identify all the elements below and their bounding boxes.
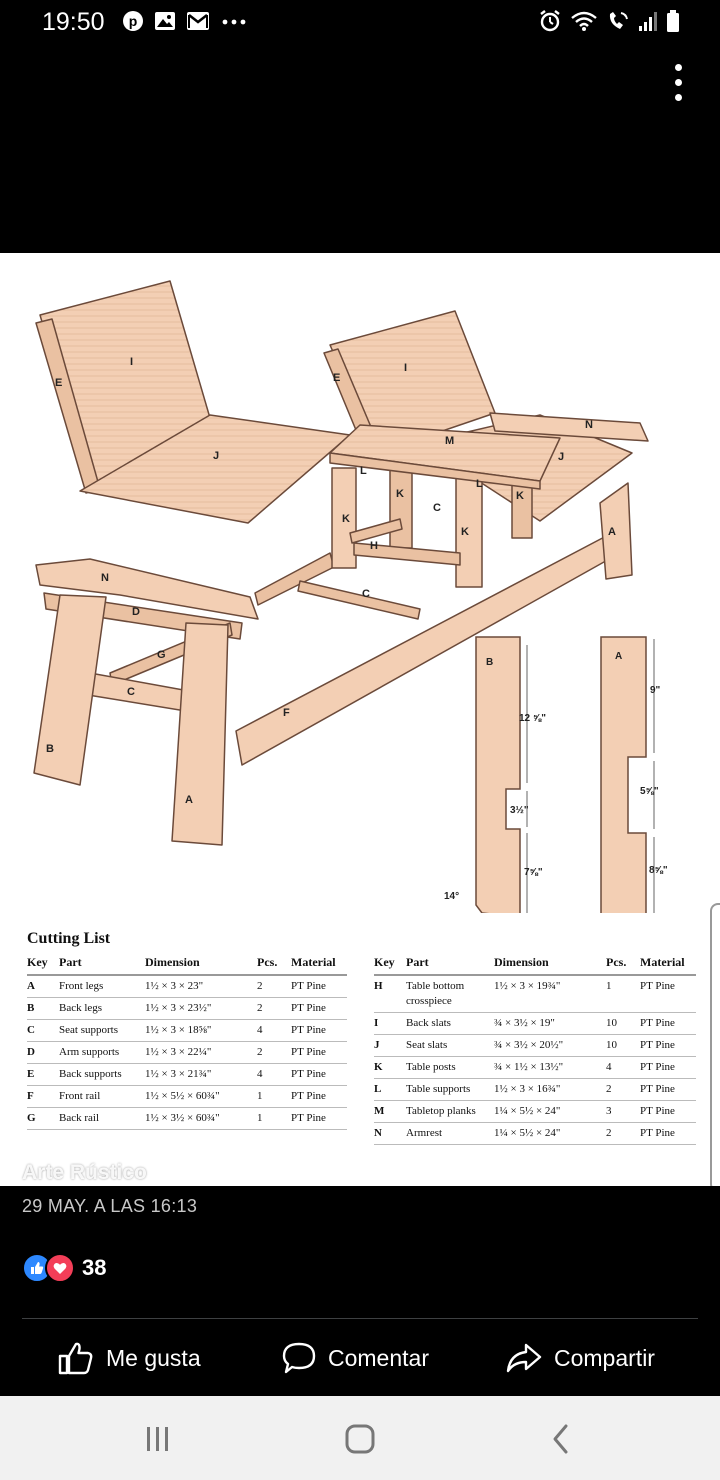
cutting-list-row (27, 1020, 347, 1042)
thumbs-up-icon (58, 1341, 94, 1375)
system-icons (538, 8, 680, 34)
more-notifications-icon (220, 11, 248, 31)
cell-dimension: 1¼ × 5½ × 24" (494, 1123, 606, 1145)
label-j-right: J (558, 451, 565, 463)
cell-material: PT Pine (291, 1108, 347, 1130)
comment-bubble-icon (282, 1341, 316, 1375)
cell-part: Tabletop planks (406, 1101, 494, 1123)
detail-a-label: A (615, 651, 623, 662)
cell-dimension: 1½ × 3 × 18⅝" (145, 1020, 257, 1042)
cell-dimension: 1½ × 3 × 16¾" (494, 1079, 606, 1101)
edge-panel-handle[interactable] (710, 903, 720, 1186)
cell-dimension: 1½ × 5½ × 60¾" (145, 1086, 257, 1108)
cell-pcs: 4 (257, 1020, 291, 1042)
cell-part: Table posts (406, 1057, 494, 1079)
cell-key: I (374, 1013, 406, 1035)
cell-pcs: 4 (606, 1057, 640, 1079)
reaction-count: 38 (82, 1255, 107, 1280)
alarm-icon (538, 9, 562, 33)
cell-key: E (27, 1064, 59, 1086)
cell-dimension: 1½ × 3 × 21¾" (145, 1064, 257, 1086)
cell-pcs: 1 (257, 1108, 291, 1130)
cell-dimension: 1½ × 3 × 23" (145, 975, 257, 998)
like-label: Me gusta (106, 1344, 201, 1371)
col-dimension: Dimension (145, 955, 257, 975)
home-icon[interactable] (340, 1420, 380, 1458)
cell-key: C (27, 1020, 59, 1042)
cutting-list-row (27, 1042, 347, 1064)
cell-part: Front rail (59, 1086, 145, 1108)
post-date: 29 MAY. A LAS 16:13 (22, 1196, 198, 1216)
detail-back-leg (444, 637, 546, 913)
cell-material: PT Pine (291, 1064, 347, 1086)
post-photo[interactable] (0, 253, 720, 1186)
label-a-right: A (608, 526, 616, 538)
cell-pcs: 10 (606, 1013, 640, 1035)
detail-b-dim2: 3½" (510, 805, 529, 816)
battery-icon (666, 9, 680, 33)
label-n-right: N (585, 419, 593, 431)
cell-material: PT Pine (291, 998, 347, 1020)
cell-pcs: 2 (606, 1079, 640, 1101)
svg-text:p: p (128, 13, 138, 29)
cutting-list-title: Cutting List (27, 930, 111, 947)
label-e-left: E (55, 377, 63, 389)
label-n-left: N (101, 572, 109, 584)
cutting-list-row (27, 998, 347, 1020)
cell-pcs: 1 (257, 1086, 291, 1108)
col-key: Key (374, 955, 406, 975)
cell-material: PT Pine (640, 1101, 696, 1123)
cell-pcs: 2 (257, 1042, 291, 1064)
cutting-list-table-left (27, 955, 347, 1130)
cell-part: Armrest (406, 1123, 494, 1145)
label-m: M (445, 435, 455, 447)
cell-part: Back legs (59, 998, 145, 1020)
cell-material: PT Pine (640, 1123, 696, 1145)
cell-pcs: 2 (257, 975, 291, 998)
comment-button[interactable] (282, 1328, 429, 1388)
cell-part: Table bottom crosspiece (406, 975, 494, 1013)
cell-part: Back rail (59, 1108, 145, 1130)
part-a-right-leg (600, 483, 632, 579)
cell-dimension: ¾ × 3½ × 19" (494, 1013, 606, 1035)
navigation-bar (0, 1396, 720, 1480)
label-i-left: I (130, 356, 134, 368)
col-dimension: Dimension (494, 955, 606, 975)
detail-a-dim1: 9" (650, 685, 661, 696)
cell-dimension: ¾ × 1½ × 13½" (494, 1057, 606, 1079)
cell-key: D (27, 1042, 59, 1064)
share-label: Compartir (554, 1344, 655, 1371)
cutting-list-row (374, 1123, 696, 1145)
notification-icons (122, 10, 248, 32)
cell-part: Seat supports (59, 1020, 145, 1042)
cell-pcs: 2 (257, 998, 291, 1020)
cell-key: F (27, 1086, 59, 1108)
detail-b-angle: 14° (444, 891, 460, 902)
cell-key: M (374, 1101, 406, 1123)
cutting-list-row (374, 1079, 696, 1101)
cell-key: A (27, 975, 59, 998)
cell-key: B (27, 998, 59, 1020)
cell-material: PT Pine (291, 1020, 347, 1042)
label-b: B (46, 743, 54, 755)
cell-pcs: 1 (606, 975, 640, 1013)
cell-part: Table supports (406, 1079, 494, 1101)
cell-material: PT Pine (640, 1035, 696, 1057)
share-button[interactable] (506, 1328, 655, 1388)
part-k-post-3 (456, 475, 482, 587)
recent-apps-icon[interactable] (138, 1420, 178, 1458)
detail-b-dim1: 12 ⅝" (519, 713, 546, 724)
detail-front-leg (601, 637, 668, 913)
cell-pcs: 10 (606, 1035, 640, 1057)
cutting-list-row (27, 1086, 347, 1108)
label-a-left: A (185, 794, 193, 806)
cutting-list-row (374, 975, 696, 1013)
col-material: Material (291, 955, 347, 975)
col-material: Material (640, 955, 696, 975)
reactions-summary[interactable] (22, 1254, 106, 1282)
cutting-list-row (374, 1101, 696, 1123)
cutting-list-table-right (374, 955, 696, 1145)
label-l-right: L (476, 478, 483, 490)
cell-pcs: 2 (606, 1123, 640, 1145)
label-k-4: K (461, 526, 469, 538)
volte-call-icon (606, 10, 630, 32)
bench-plan-diagram (0, 253, 720, 913)
detail-a-dim3: 8⅝" (649, 865, 668, 876)
part-c-table-support (298, 581, 420, 619)
part-f-front-rail (236, 533, 623, 765)
cutting-list-row (27, 1064, 347, 1086)
cutting-list-row (374, 1035, 696, 1057)
status-time: 19:50 (42, 8, 105, 36)
label-i-right: I (404, 362, 408, 374)
label-k-3: K (342, 513, 350, 525)
cell-part: Seat slats (406, 1035, 494, 1057)
cell-key: H (374, 975, 406, 1013)
cell-dimension: 1½ × 3 × 19¾" (494, 975, 606, 1013)
cell-pcs: 3 (606, 1101, 640, 1123)
cell-key: K (374, 1057, 406, 1079)
detail-b-label: B (486, 657, 494, 668)
col-part: Part (59, 955, 145, 975)
love-reaction-icon (45, 1253, 75, 1283)
label-k-1: K (396, 488, 404, 500)
cell-dimension: ¾ × 3½ × 20½" (494, 1035, 606, 1057)
pinterest-icon (122, 10, 144, 32)
label-j-left: J (213, 450, 220, 462)
cell-key: G (27, 1108, 59, 1130)
cell-dimension: 1½ × 3 × 22¼" (145, 1042, 257, 1064)
label-h: H (370, 540, 378, 552)
comment-label: Comentar (328, 1344, 429, 1371)
cell-material: PT Pine (291, 975, 347, 998)
cell-dimension: 1½ × 3 × 23½" (145, 998, 257, 1020)
share-arrow-icon (506, 1342, 542, 1374)
cell-part: Back slats (406, 1013, 494, 1035)
cutting-list-row (27, 975, 347, 998)
gallery-icon (154, 11, 176, 31)
cutting-list-row (374, 1057, 696, 1079)
label-g: G (157, 649, 166, 661)
status-bar (0, 0, 720, 44)
photo-watermark: Arte Rústico (22, 1161, 147, 1184)
cell-material: PT Pine (291, 1086, 347, 1108)
detail-a-dim2: 5⅝" (640, 786, 659, 797)
label-c-table: C (433, 502, 441, 514)
cell-dimension: 1½ × 3½ × 60¾" (145, 1108, 257, 1130)
cell-part: Arm supports (59, 1042, 145, 1064)
label-c-mid: C (362, 588, 370, 600)
label-d: D (132, 606, 140, 618)
label-l-left: L (360, 465, 367, 477)
cell-key: L (374, 1079, 406, 1101)
post-actions (0, 1328, 720, 1388)
label-f: F (283, 707, 290, 719)
col-pcs: Pcs. (606, 955, 640, 975)
cutting-list-row (27, 1108, 347, 1130)
cell-material: PT Pine (640, 1057, 696, 1079)
cell-material: PT Pine (291, 1042, 347, 1064)
cutting-list-row (374, 1013, 696, 1035)
cell-dimension: 1¼ × 5½ × 24" (494, 1101, 606, 1123)
more-options-icon[interactable] (664, 64, 692, 108)
col-pcs: Pcs. (257, 955, 291, 975)
back-icon[interactable] (541, 1420, 581, 1458)
cell-material: PT Pine (640, 975, 696, 1013)
label-c-left: C (127, 686, 135, 698)
detail-b-dim3: 7⅝" (524, 867, 543, 878)
gmail-icon (186, 11, 210, 31)
label-k-2: K (516, 490, 524, 502)
part-k-post-2 (390, 468, 412, 548)
cell-pcs: 4 (257, 1064, 291, 1086)
like-button[interactable] (58, 1328, 201, 1388)
col-part: Part (406, 955, 494, 975)
col-key: Key (27, 955, 59, 975)
signal-icon (638, 10, 658, 32)
wifi-icon (570, 10, 598, 32)
cell-part: Back supports (59, 1064, 145, 1086)
label-e-right: E (333, 372, 341, 384)
divider (22, 1318, 698, 1319)
cell-material: PT Pine (640, 1079, 696, 1101)
cell-key: J (374, 1035, 406, 1057)
cell-key: N (374, 1123, 406, 1145)
cell-material: PT Pine (640, 1013, 696, 1035)
cell-part: Front legs (59, 975, 145, 998)
